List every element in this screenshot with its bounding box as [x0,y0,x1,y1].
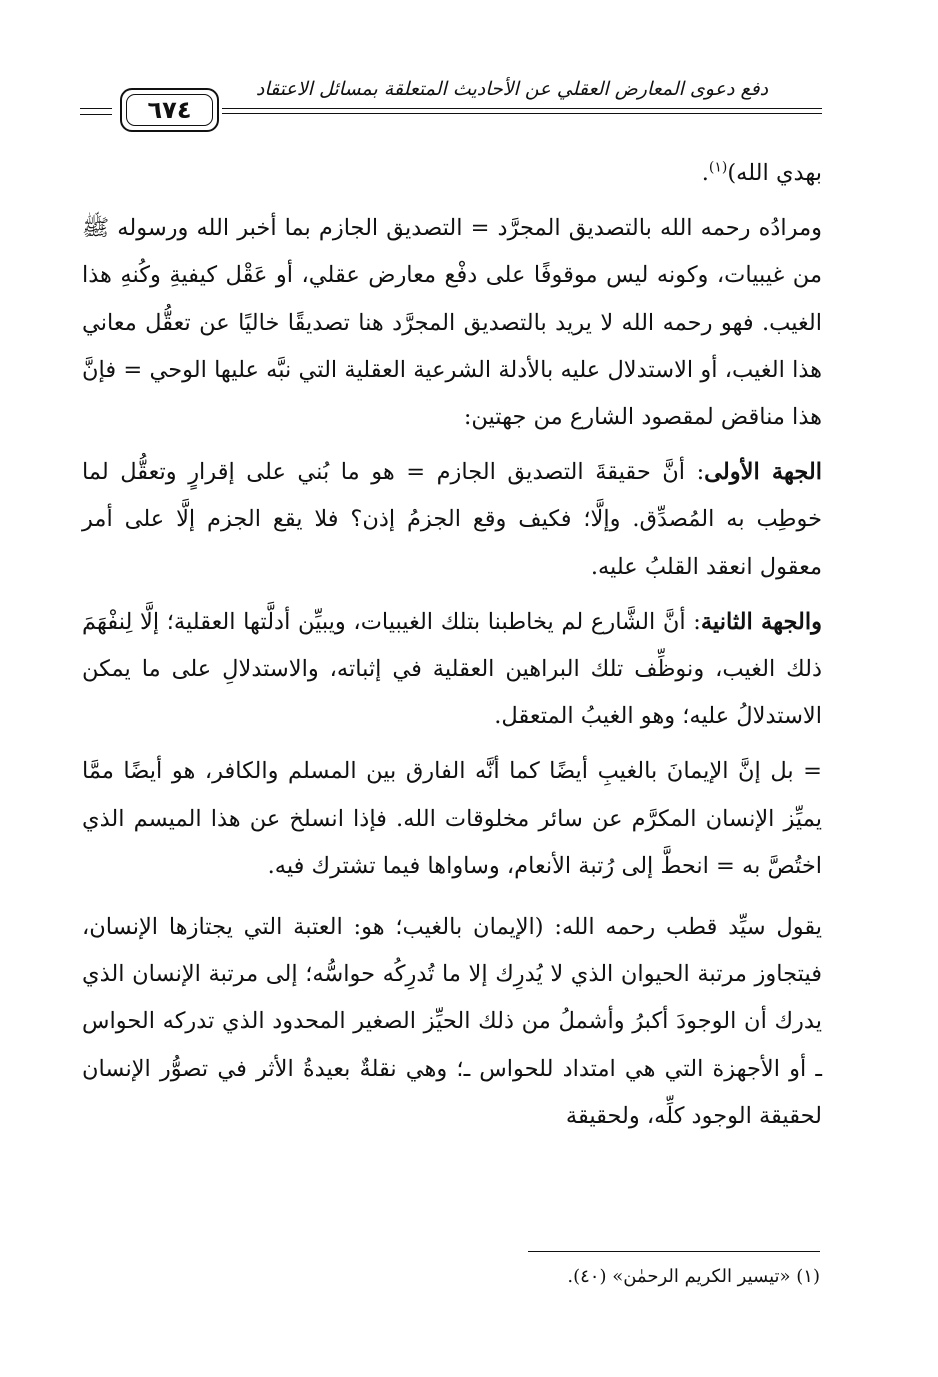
paragraph-1 [82,150,822,197]
paragraph-1-end: . [701,160,709,186]
paragraph-4-text: : أنَّ الشَّارع لم يخاطبنا بتلك الغيبيات، ويبيِّن أدلَّتها العقلية؛ إلَّا لِنفْهَمَ ذلك الغيب، ونوظِّف تلك البراهين العقلية في إثباته، والاستدلالِ على ما يمكن الاستدلالُ عليه؛ وهو الغيبُ المتعقل. [82,608,822,730]
header-dash [80,108,112,115]
paragraph-2: ومرادُه رحمه الله بالتصديق المجرَّد = التصديق الجازم بما أخبر الله ورسوله ﷺ من غيبيات، وكونه ليس موقوفًا على دفْع معارض عقلي، أو عَقْل كيفيةِ وكُنهِ هذا الغيب. فهو رحمه الله لا يريد بالتصديق المجرَّد هنا تصديقًا خاليًا عن تعقُّل معاني هذا الغيب، أو الاستدلال عليه بالأدلة الشرعية العقلية التي نبَّه عليها الوحي = فإنَّ هذا مناقض لمقصود الشارع من جهتين: [82,215,822,431]
footnote-divider [528,1251,820,1252]
section-label-first: الجهة الأولى [704,459,822,486]
header-rule [222,108,822,109]
paragraph-3 [82,449,822,591]
paragraph-6: يقول سيِّد قطب رحمه الله: (الإيمان بالغيب؛ هو: العتبة التي يجتازها الإنسان، فيتجاوز مرتبة الحيوان الذي لا يُدرِك إلا ما تُدرِكُه حواسُّه؛ إلى مرتبة الإنسان الذي يدرك أن الوجودَ أكبرُ وأشملُ من ذلك الحيِّز الصغير المحدود الذي تدركه الحواس ـ أو الأجهزة التي هي امتداد للحواس ـ؛ وهي نقلةٌ بعيدةُ الأثر في تصوُّر الإنسان لحقيقة الوجود كلِّه، ولحقيقة [82,914,822,1129]
page-number-badge [120,88,219,132]
footnote: (١) «تيسير الكريم الرحمٰن» (٤٠). [567,1266,820,1287]
paragraph-4 [82,599,822,741]
paragraph-5: = بل إنَّ الإيمانَ بالغيبِ أيضًا كما أنَّه الفارق بين المسلم والكافر، هو أيضًا ممَّا يميِّز الإنسان المكرَّم عن سائر مخلوقات الله. فإذا انسلخ عن هذا الميسم الذي اختُصَّ به = انحطَّ إلى رُتبة الأنعام، وساواها فيما تشترك فيه. [82,758,822,879]
header-rule-double [222,113,822,114]
page-number: ٦٧٤ [147,96,192,124]
section-label-second: والجهة الثانية [700,608,822,635]
page-header [80,78,822,128]
paragraph-1-text: بهدي الله) [727,160,822,186]
body-text [82,150,822,1140]
running-title: دفع دعوى المعارض العقلي عن الأحاديث المتعلقة بمسائل الاعتقاد [255,78,769,100]
footnote-reference[interactable]: (١) [708,159,728,176]
paragraph-3-text: : أنَّ حقيقةَ التصديق الجازم = هو ما بُني على إقرارٍ وتعقُّل لما خوطِب به المُصدِّق. وإلَّا؛ فكيف وقع الجزمُ إذن؟ فلا يقع الجزم إلَّا على أمر معقول انعقد القلبُ عليه. [82,459,822,580]
